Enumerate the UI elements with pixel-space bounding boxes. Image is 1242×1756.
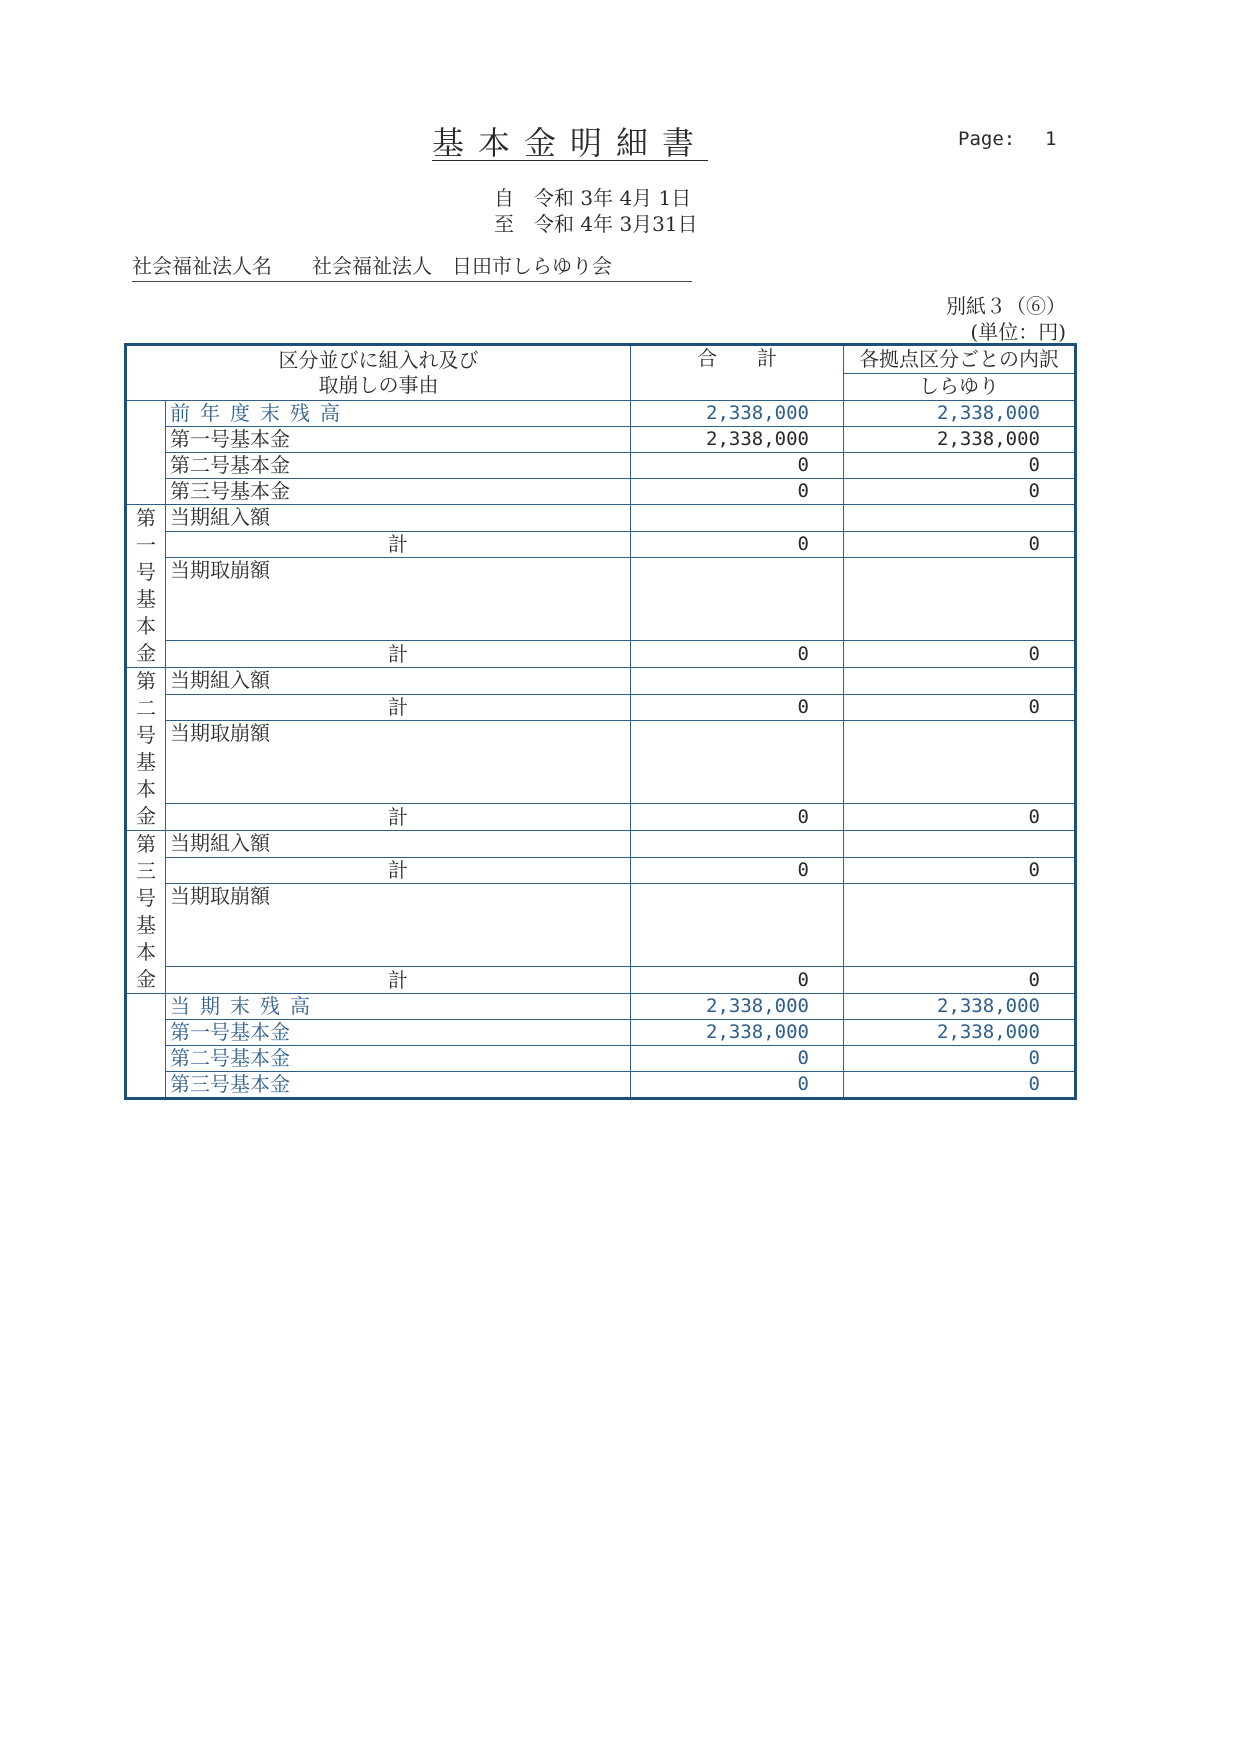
reversal-total: 0 [631,641,844,668]
category-char: 三 [136,859,156,883]
page-number: 1 [1045,128,1057,150]
reversal-label: 当期取崩額 [166,884,631,967]
table-row [126,558,1076,641]
section-3-category [126,831,166,994]
empty-cell [844,558,1076,641]
period-to: 至 令和 4年 3月31日 [494,212,698,236]
row-site: 2,338,000 [844,1020,1076,1046]
row-label: 第一号基本金 [166,427,631,453]
reversal-sum-label: 計 [166,804,631,831]
category-char: 基 [136,913,156,937]
empty-cell [631,558,844,641]
table-row [126,831,1076,858]
header-reason-line2: 取崩しの事由 [318,373,439,397]
table-row [126,884,1076,967]
category-char: 本 [136,940,156,964]
category-char: 本 [136,614,156,638]
table-row [126,401,1076,427]
table-row [126,479,1076,505]
category-char: 号 [136,723,156,747]
incorporate-site: 0 [844,531,1076,558]
row-site: 0 [844,1072,1076,1099]
empty-cell [844,831,1076,858]
fund-ledger-table [124,343,1077,1100]
closing-label: 当期末残高 [166,994,631,1020]
document-title: 基本金明細書 [432,124,709,162]
category-char: 金 [136,804,156,828]
empty-cell [631,831,844,858]
table-row [126,453,1076,479]
page-label: Page: [958,128,1016,150]
incorporate-total: 0 [631,857,844,884]
reversal-total: 0 [631,804,844,831]
table-row [126,804,1076,831]
empty-cell [844,884,1076,967]
category-char: 一 [136,533,156,557]
incorporate-label: 当期組入額 [166,505,631,532]
opening-category-cell [126,401,166,505]
closing-total: 2,338,000 [631,994,844,1020]
row-site: 0 [844,479,1076,505]
header-total: 合 計 [631,345,844,401]
closing-category-cell [126,994,166,1099]
empty-cell [631,668,844,695]
category-char: 号 [136,886,156,910]
opening-label: 前年度末残高 [166,401,631,427]
table-row [126,531,1076,558]
section-1-category [126,505,166,668]
reversal-sum-label: 計 [166,967,631,994]
reversal-site: 0 [844,641,1076,668]
reversal-site: 0 [844,967,1076,994]
empty-cell [844,668,1076,695]
table-row [126,641,1076,668]
opening-total: 2,338,000 [631,401,844,427]
empty-cell [844,721,1076,804]
unit-label: (単位：円) [970,320,1066,344]
row-label: 第三号基本金 [166,1072,631,1099]
header-reason-line1: 区分並びに組入れ及び [278,348,479,372]
table-row [126,1046,1076,1072]
category-char: 第 [136,506,156,530]
row-total: 0 [631,453,844,479]
opening-site: 2,338,000 [844,401,1076,427]
table-row [126,967,1076,994]
category-char: 号 [136,560,156,584]
table-row [126,427,1076,453]
incorporate-label: 当期組入額 [166,668,631,695]
incorporate-label: 当期組入額 [166,831,631,858]
table-header-row [126,345,1076,374]
row-total: 0 [631,479,844,505]
header-breakdown: 各拠点区分ごとの内訳 [844,345,1076,374]
section-2-category [126,668,166,831]
category-char: 第 [136,832,156,856]
empty-cell [631,505,844,532]
incorporate-total: 0 [631,531,844,558]
table-row [126,1020,1076,1046]
row-label: 第二号基本金 [166,1046,631,1072]
row-label: 第一号基本金 [166,1020,631,1046]
row-label: 第二号基本金 [166,453,631,479]
reversal-total: 0 [631,967,844,994]
empty-cell [631,884,844,967]
reversal-label: 当期取崩額 [166,721,631,804]
row-site: 0 [844,1046,1076,1072]
row-label: 第三号基本金 [166,479,631,505]
category-char: 基 [136,587,156,611]
row-total: 0 [631,1072,844,1099]
table-row [126,505,1076,532]
row-total: 2,338,000 [631,1020,844,1046]
appendix-label: 別紙３（⑥） [946,294,1066,318]
table-row [126,668,1076,695]
reversal-sum-label: 計 [166,641,631,668]
reversal-label: 当期取崩額 [166,558,631,641]
header-site: しらゆり [844,373,1076,401]
incorporate-site: 0 [844,694,1076,721]
table-row [126,694,1076,721]
reversal-site: 0 [844,804,1076,831]
closing-site: 2,338,000 [844,994,1076,1020]
category-char: 二 [136,696,156,720]
period-from: 自 令和 3年 4月 1日 [494,186,692,210]
row-total: 0 [631,1046,844,1072]
table-row [126,721,1076,804]
empty-cell [631,721,844,804]
header-reason [126,345,631,401]
row-site: 2,338,000 [844,427,1076,453]
corporation-name: 社会福祉法人名 社会福祉法人 日田市しらゆり会 [132,250,692,282]
incorporate-sum-label: 計 [166,857,631,884]
row-site: 0 [844,453,1076,479]
incorporate-sum-label: 計 [166,531,631,558]
incorporate-site: 0 [844,857,1076,884]
table-row [126,857,1076,884]
category-char: 金 [136,641,156,665]
empty-cell [844,505,1076,532]
category-char: 基 [136,750,156,774]
table-row [126,994,1076,1020]
category-char: 第 [136,669,156,693]
incorporate-total: 0 [631,694,844,721]
table-row [126,1072,1076,1099]
category-char: 金 [136,967,156,991]
row-total: 2,338,000 [631,427,844,453]
incorporate-sum-label: 計 [166,694,631,721]
category-char: 本 [136,777,156,801]
